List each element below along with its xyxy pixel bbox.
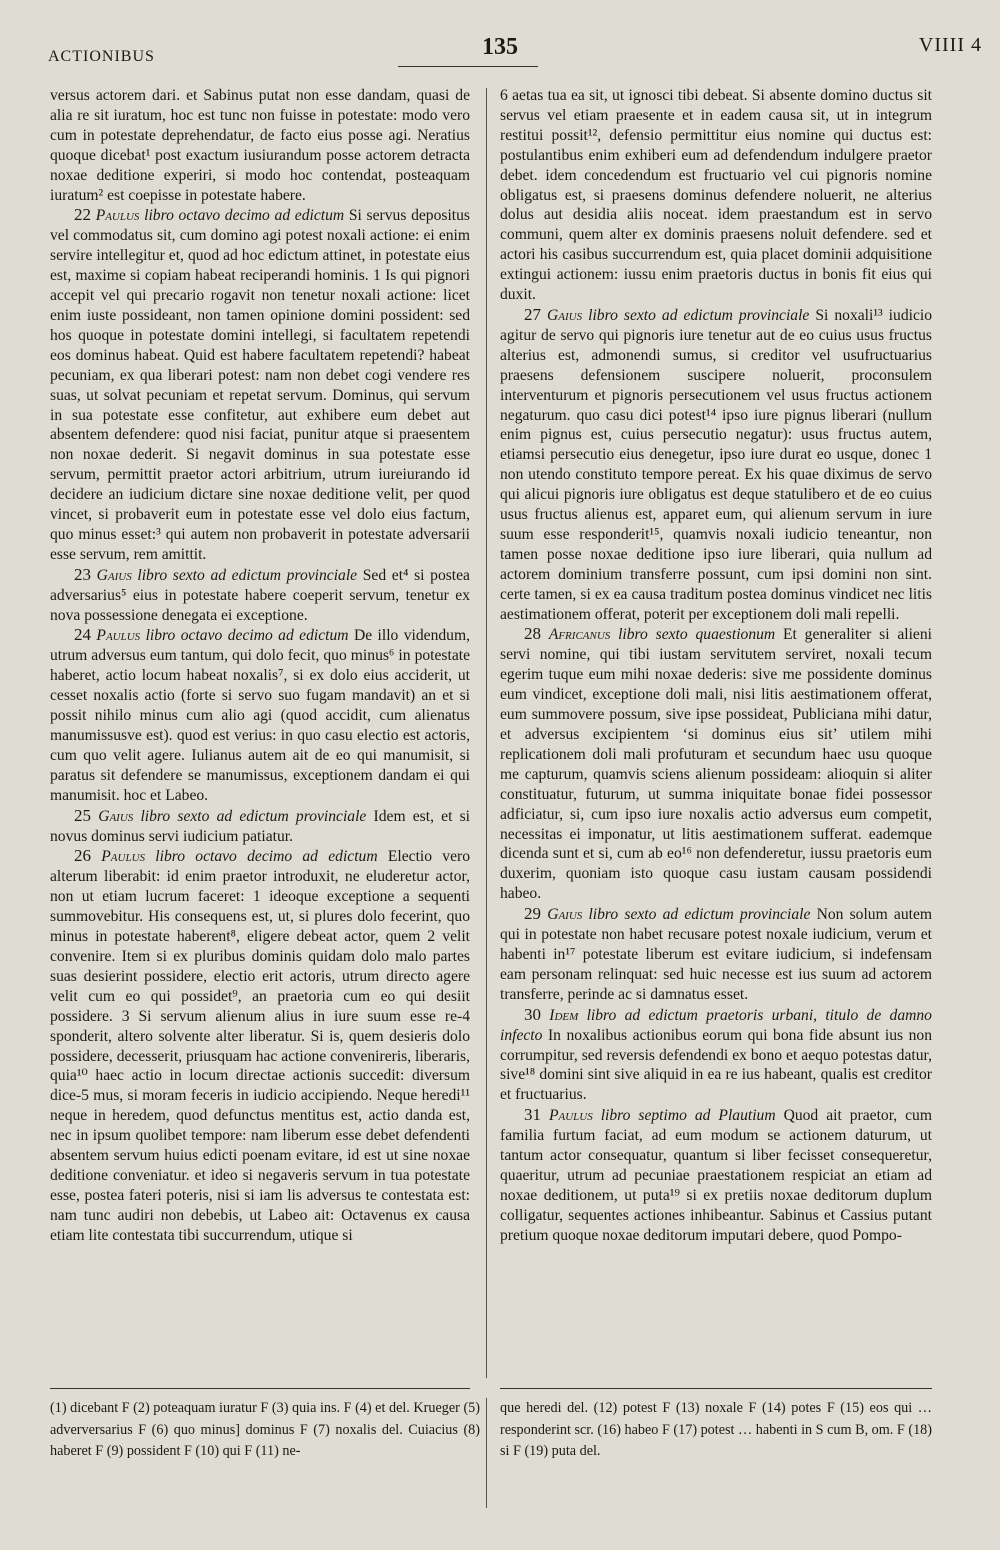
fragment-text: Non solum autem qui in potestate non habet recusare potest noxale iudicium, verum et habenti in¹⁷ potestate liberum est evitare iudicium, si indefensam eam personam relinquat: sed huic necesse est ius suum ad actorem transferre, perinde ac si damnatus esset. bbox=[500, 906, 932, 1003]
fragment-paragraph bbox=[50, 806, 470, 847]
jurist-name: Idem bbox=[549, 1006, 579, 1024]
fragment-paragraph bbox=[50, 846, 470, 1245]
fragment-number: 26 bbox=[74, 846, 91, 866]
continued-paragraph bbox=[50, 86, 470, 205]
jurist-name: Paulus bbox=[96, 627, 141, 645]
fragment-text: De illo videndum, utrum adversus eum tantum, qui dolo fecit, quo minus⁶ in potestate haberet, actio locum habeat noxalis⁷, si ex dolo eius acciderit, ut cesset noxalis actio (forte si servo suo fugam mandavit) an et si possit nihilo minus cum alio agi (quod accidit, cum alienatus manumissusve est). quod est verius: in quo casu electio est actoris, cum quo velit agere. Iulianus autem ait de eo qui manumisit, si paratus sit defendere se manumissus, exceptionem dandam ei qui manumisit. hoc et Labeo. bbox=[50, 627, 471, 804]
footnote-column-separator bbox=[486, 1398, 487, 1508]
running-head-left: ACTIONIBUS bbox=[48, 48, 155, 65]
fragment-text: Quod ait praetor, cum familia furtum faciat, ad eum modum se actionem daturum, ut tantum actor consequatur, quantum si liber fecisset consequeretur, quaeritur, utrum ad pecuniae praestationem respiciat an etiam ad noxae deditionem, ut puta¹⁹ si ex pretiis noxae deditorum duplum colligatur, sequentes actiones inhibeantur. Sabinus et Cassius putant pretium quoque noxae deditorum imputari debere, quod Pompo- bbox=[500, 1107, 932, 1244]
jurist-name: Gaius bbox=[98, 807, 134, 825]
left-text-column bbox=[50, 86, 470, 1246]
work-citation: libro sexto ad edictum provinciale bbox=[137, 566, 358, 584]
jurist-name: Gaius bbox=[547, 906, 583, 924]
fragment-text: Idem est, et si novus dominus servi iudicium patiatur. bbox=[50, 807, 470, 845]
work-citation: libro octavo decimo ad edictum bbox=[145, 627, 349, 645]
fragment-number: 22 bbox=[74, 205, 91, 225]
jurist-name: Paulus bbox=[95, 207, 140, 225]
fragment-paragraph bbox=[50, 565, 470, 626]
fragment-paragraph bbox=[500, 904, 932, 1005]
fragment-number: 25 bbox=[74, 805, 91, 825]
fragment-text: In noxalibus actionibus eorum qui bona fide absunt ius non corrumpitur, sed reversis defendendi ex bono et aequo potestas datur, sive¹⁸ domini sint sive aliquid in ea re ius habeant, qualis est creditor et fructuarius. bbox=[500, 1026, 932, 1104]
continued-paragraph bbox=[500, 86, 932, 305]
footnotes-left bbox=[50, 1398, 480, 1463]
fragment-text: Et generaliter si alieni servi nomine, qui tibi iustam servitutem serviret, noxali tecum egerim tuque eum mihi noxae dederis: sive me possidente dominus eum vindicet, exceptione doli mali, nisi litis aestimationem offerat, eum summovere possum, sive ipse possideat, Publiciana mihi datur, et adversus excipientem ‘si dominus eius sit’ utilem mihi replicationem doli mali profuturam et secundum haec usu quoque me capturum, quamvis sciens alienum possideam: alioquin si aliter constituatur, futurum, ut summa iniquitate bonae fidei possessor adficiatur, si, cum ipso iure noxalis actio adversus eum competit, necessitas ei imponatur, ut litis aestimationem sufferat. eademque dicenda sunt et si, cum ab eo¹⁶ non defenderetur, iussu praetoris eum duxerim, quoniam isto quoque casu iustam causam possidendi habeo. bbox=[500, 626, 932, 903]
column-separator bbox=[486, 88, 487, 1378]
fragment-text: 6 aetas tua ea sit, ut ignosci tibi debeat. Si absente domino ductus sit servus vel etiam praesente et in eadem causa sit, ut in integrum restitui possit¹², defensio permittitur eius nomine qui ductus est: postulantibus enim exhiberi eum ad defendendum indulgere praetor debet. idem concedendum est fructuario vel cui pignoris nomine obligatus est, si praesens dominus defendere noluerit, ne alterius dolus aut desidia aliis noceat. idem praestandum est in servo communi, quem alter ex dominis praesens noluit defendere. sed et actori his casibus succurrendum est, quia placet dominii adquisitione extingui actionem: iussu enim praetoris ductus in bonis fit eius qui duxit. bbox=[500, 87, 932, 304]
work-citation: libro sexto ad edictum provinciale bbox=[140, 807, 367, 825]
fragment-number: 24 bbox=[74, 625, 91, 645]
jurist-name: Gaius bbox=[96, 566, 132, 584]
fragment-number: 31 bbox=[524, 1105, 541, 1125]
right-text-column bbox=[500, 86, 932, 1246]
jurist-name: Paulus bbox=[101, 848, 146, 866]
fragment-paragraph bbox=[500, 624, 932, 904]
work-citation: libro septimo ad Plautium bbox=[600, 1107, 776, 1125]
fragment-text: versus actorem dari. et Sabinus putat non esse dandam, quasi de alia re sit iuratum, hoc est tunc non fuisse in potestate: modo vero cum in potestate deprehendatur, de facto eius posse agi. Neratius quoque dicebat¹ post exactum iusiurandum posse actorem detracta noxae deditione experiri, si modo hoc contendat, posteaquam iuratum² est coepisse in potestate habere. bbox=[50, 87, 470, 204]
work-citation: libro sexto ad edictum provinciale bbox=[588, 906, 811, 924]
fragment-text: Sed et⁴ si postea adversarius⁵ eius in potestate habere coeperit servum, tenetur ex nova possessione denegata ei exceptione. bbox=[50, 566, 470, 624]
fragment-paragraph bbox=[500, 305, 932, 625]
fragment-number: 23 bbox=[74, 564, 91, 584]
jurist-name: Gaius bbox=[547, 306, 583, 324]
fragment-text: Electio vero alterum liberabit: id enim praetor introduxit, ne eluderetur actor, non ut etiam lucrum faceret: 1 ideoque exceptione a sequenti summovebitur. His consequens est, ut, si plures dolo fecerint, quo minus in potestate haberent⁸, eligere debeat actor, quem 2 velit convenire. Item si ex pluribus dominis quidam dolo malo partes suas desierint possidere, electio erit actoris, utrum directo agere velit cum eo qui possidet⁹, an praetoria cum eo qui desiit possidere. 3 Si servum alienum alius in iure suum esse re-4 sponderit, altero solvente alter liberatur. Si is, quem desieris dolo possidere, decesserit, priusquam hac actione convenireris, liberaris, quia¹⁰ haec actio in locum directae actionis succedit: diversum dice-5 mus, si moram feceris in iudicio accipiendo. Neque heredi¹¹ neque in heredem, quod defunctus mentitus est, actio danda est, nec in ipsum quolibet tempore: nam liberum esse debet defendenti absentem servum huius edicti poenam evitare, id est ut sine noxae deditione conveniatur. et ideo si negaveris servum in tua potestate esse, postea fateri poteris, nisi si iam lis adversus te contestata est: nam tunc audiri non debebis, ut Labeo ait: Octavenus ex causa etiam lite contestata tibi succurrendum, utique si bbox=[50, 848, 471, 1244]
fragment-text: Si noxali¹³ iudicio agitur de servo qui pignoris iure tenetur aut de eo cuius usus fructus alterius est, admonendi sumus, si creditor vel usufructuarius praesens defensionem suscipere noluerit, proconsulem interventurum et pignoris persecutionem vel usus fructus actionem negaturum. quo casu dici potest¹⁴ ipso iure pignus liberari (nullum enim pignus est, cuius persecutio negatur): usus fructus autem, etiamsi persecutio eius denegetur, ipso iure durat eo usque, donec 1 non utendo constituto tempore pereat. Ex his quae diximus de servo qui alicui pignoris iure obligatus est deque statulibero et de eo cuius usus fructus alienus est, apparet eum, qui alienum servum in iure suum esse responderit¹⁵, quamvis noxali iudicio teneantur, non tamen posse noxae deditione ipso iure liberari, quia nullum ad actorem dominium transferre possunt, cum ipsi domini non sint. certe tamen, si ex ea causa traditum postea dominus vindicet nec litis aestimationem offerat, poterit per exceptionem doli mali repelli. bbox=[500, 306, 932, 623]
footnote-rule-left bbox=[50, 1388, 470, 1389]
work-citation: libro octavo decimo ad edictum bbox=[155, 848, 378, 866]
fragment-number: 30 bbox=[524, 1004, 541, 1024]
fragment-number: 28 bbox=[524, 624, 541, 644]
running-head-right: VIIII 4 bbox=[918, 34, 982, 56]
work-citation: libro sexto quaestionum bbox=[618, 626, 776, 644]
work-citation: libro ad edictum praetoris urbani, titulo de damno infecto bbox=[500, 1006, 932, 1044]
footnote-text: (1) dicebant F (2) poteaquam iuratur F (3) quia ins. F (4) et del. Krueger (5) adverversarius F (6) quo minus] dominus F (7) noxalis del. Cuiacius (8) haberet F (9) possident F (10) qui F (11) ne- bbox=[50, 1400, 480, 1459]
work-citation: libro sexto ad edictum provinciale bbox=[588, 306, 810, 324]
jurist-name: Paulus bbox=[548, 1107, 593, 1125]
header-rule bbox=[398, 66, 538, 67]
fragment-paragraph bbox=[500, 1005, 932, 1106]
fragment-text: Si servus depositus vel commodatus sit, cum domino agi potest noxali actione: ei enim servire intellegitur et, quod ad hoc edictum attinet, in potestate eius est, maxime si copiam habeat reciperandi hominis. 1 Is qui pignori accepit vel qui precario rogavit non tenetur noxali actione: licet enim iuste possideant, non tamen opinione domini possident: sed hos quoque in potestate domini intellegi, si facultatem repetendi eos dominus habeat. Quid est habere facultatem repetendi? habeat pecuniam, ex qua liberari potest: nam non debet cogi vendere res suas, ut solvat pecuniam et repetat servum. Dominus, qui servum in sua potestate esse confitetur, aut exhibere eum debet aut absentem defendere: quod nisi faciat, punitur atque si praesentem non noxae dederit. Si negavit dominus in sua potestate esse servum, permittit praetor actori arbitrium, utrum iureiurando id decidere an iudicium dictare sine noxae deditione velit, per quod vincet, si probaverit eum in potestate esse vel dolo eius factum, quo minus esset:³ qui autem non probaverit in potestate adversarii esse servum, rem amittit. bbox=[50, 207, 470, 563]
fragment-paragraph bbox=[500, 1105, 932, 1245]
fragment-paragraph bbox=[50, 205, 470, 564]
fragment-number: 29 bbox=[524, 904, 541, 924]
fragment-number: 27 bbox=[524, 304, 541, 324]
jurist-name: Africanus bbox=[548, 626, 611, 644]
work-citation: libro octavo decimo ad edictum bbox=[144, 207, 345, 225]
footnotes-right bbox=[500, 1398, 932, 1463]
page-number: 135 bbox=[482, 34, 518, 60]
footnote-text: que heredi del. (12) potest F (13) noxale F (14) potes F (15) eos qui … responderint scr. (16) habeo F (17) potest … habenti in S cum B, om. F (18) si F (19) puta del. bbox=[500, 1400, 932, 1459]
footnote-rule-right bbox=[500, 1388, 932, 1389]
fragment-paragraph bbox=[50, 625, 470, 805]
